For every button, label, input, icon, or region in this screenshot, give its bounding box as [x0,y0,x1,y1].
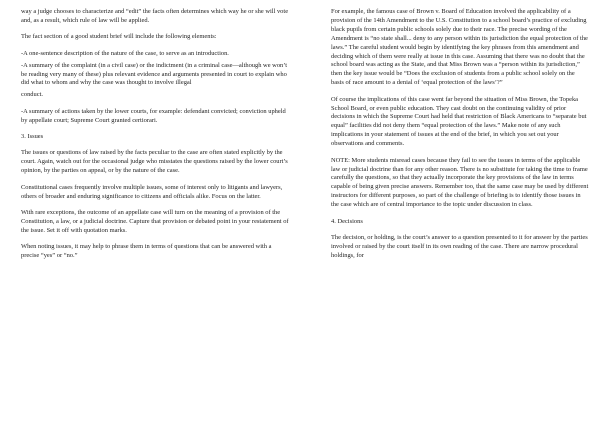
paragraph-decision-holding: The decision, or holding, is the court’s answer to a question presented to it for answer by the parties involved or raised by the court itself in its own reading of the case. There are narrow procedural holdings, for [331,233,588,259]
list-marker: - [21,49,24,57]
list-item-lower-court-actions [21,108,289,126]
paragraph-constitutional-cases: Constitutional cases frequently involve multiple issues, some of interest only to litigants and lawyers, others of broader and enduring significance to citizens and officials alike. Focus on the latter. [21,183,283,200]
list-item-text: A summary of actions taken by the lower courts, for example: defendant convicted; conviction upheld by appellate court; Supreme Court granted certiorari. [21,107,286,124]
list-item-text: A summary of the complaint (in a civil case) or the indictment (in a criminal case—although we won’t be reading very many of these) plus relevant evidence and arguments presented in court to explain who did what to whom and why the case was thought to involve illegal [21,61,288,87]
list-item-nature-of-case [21,50,289,59]
right-column [331,8,589,268]
paragraph-yes-no-questions: When noting issues, it may help to phrase them in terms of questions that can be answered with a precise “yes” or “no.” [21,243,272,260]
paragraph-implications: Of course the implications of this case went far beyond the situation of Miss Brown, the Topeka School Board, or even public education. They cast doubt on the continuing validity of prior decisions in which the Supreme Court had held that restriction of Black Americans to “separate but equal” facilities did not deny them “equal protection of the laws.” Make note of any such implications in your statement of issues at the end of the brief, in which you set out your observations and comments. [331,95,587,148]
paragraph-conduct: conduct. [21,91,43,99]
paragraph-judge-facts: way a judge chooses to characterize and “edit” the facts often determines which way he or she will vote and, as a result, which rule of law will be applied. [21,8,289,24]
paragraph-fact-section-intro: The fact section of a good student brief will include the following elements: [21,33,217,41]
paragraph-issues-questions-of-law: The issues or questions of law raised by the facts peculiar to the case are often stated explicitly by the court. Again, watch out for the occasional judge who misstates the questions raised by the lower court’s opinion, by the parties on appeal, or by the nature of the case. [21,149,288,175]
paragraph-brown-v-board: For example, the famous case of Brown v. Board of Education involved the applicability of a provision of the 14th Amendment to the U.S. Constitution to a school board’s practice of excluding black pupils from certain public schools solely due to their race. The precise wording of the Amendment is “no state shall... deny to any person within its jurisdiction the equal protection of the laws.” The careful student would begin by identifying the key phrases from this amendment and deciding which of them were really at issue in this case. Assuming that there was no doubt that the school board was acting as the State, and that Miss Brown was a “person within its jurisdiction,” then the key issue would be “Does the exclusion of students from a public school solely on the basis of race amount to a denial of ‘equal protection of the laws’?” [331,8,588,87]
paragraph-note: NOTE: More students misread cases because they fail to see the issues in terms of the applicable law or judicial doctrine than for any other reason. There is no substitute for taking the time to frame carefully the questions, so that they actually incorporate the key provisions of the law in terms capable of being given precise answers. Remember too, that the same case may be used by different instructors for different purposes, so part of the challenge of briefing is to identify those issues in the case which are of central importance to the topic under discussion in class. [331,156,589,209]
heading-decisions: 4. Decisions [331,217,363,225]
left-column [21,8,289,269]
list-marker: - [21,61,24,69]
list-item-complaint-summary [21,62,289,89]
paragraph-appellate-outcome: With rare exceptions, the outcome of an appellate case will turn on the meaning of a provision of the Constitution, a law, or a judicial doctrine. Capture that provision or debated point in your restatement of the issue. Set it off with quotation marks. [21,209,289,234]
list-item-text: A one-sentence description of the nature of the case, to serve as an introduction. [23,49,229,57]
heading-issues: 3. Issues [21,133,44,141]
list-marker: - [21,107,24,115]
